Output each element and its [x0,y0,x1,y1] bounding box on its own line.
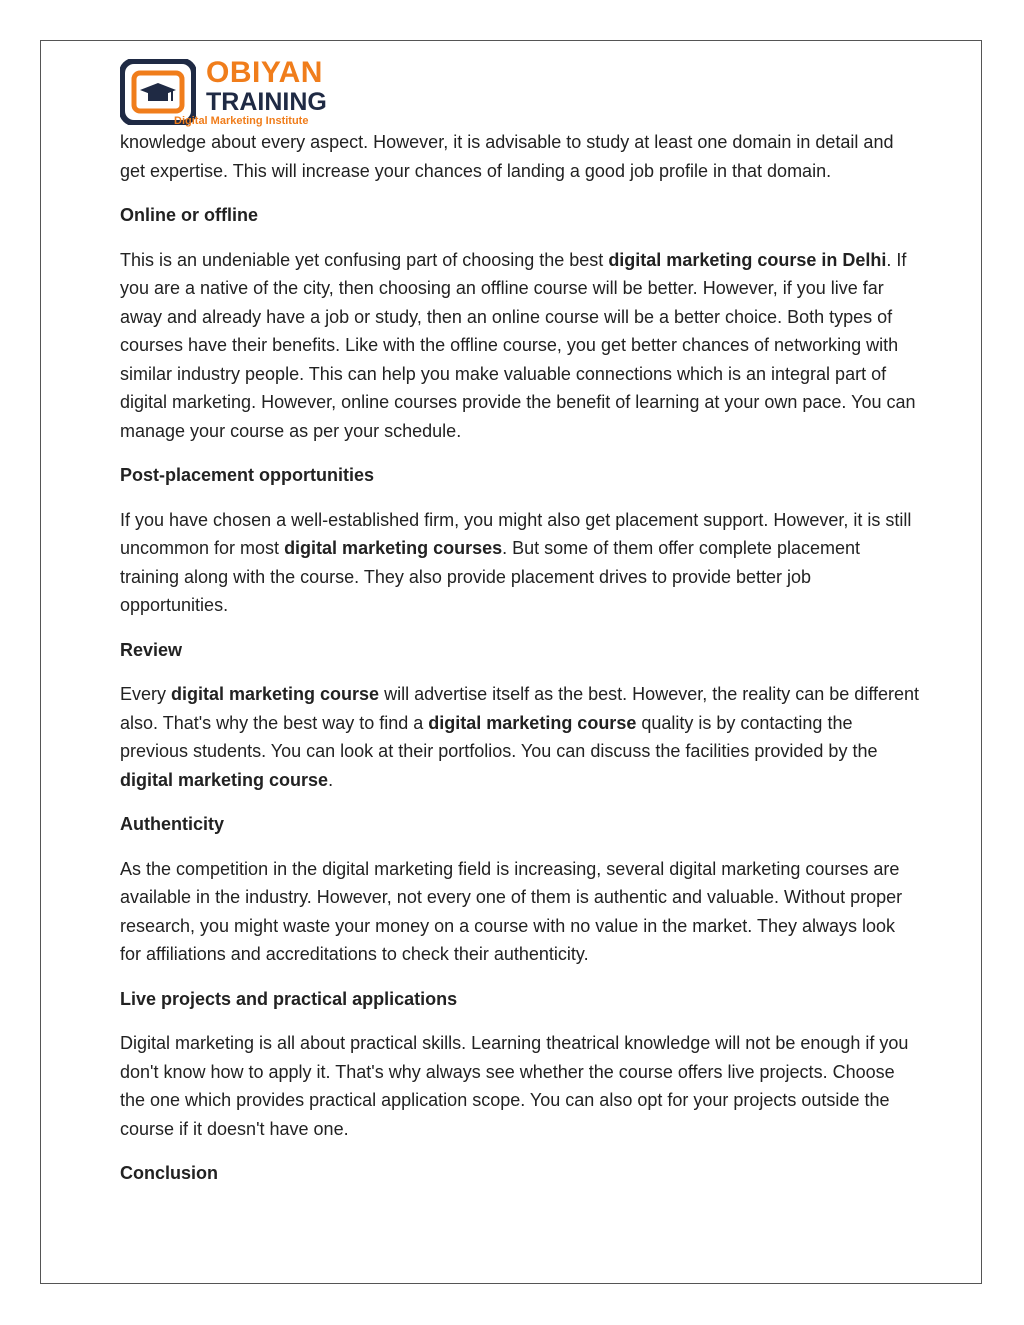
brand-subtitle: TRAINING [206,88,327,116]
intro-paragraph: knowledge about every aspect. However, it is advisable to study at least one domain in detail and get expertise. This will increase your chances of landing a good job profile in that domain. [120,132,894,181]
section-paragraph-online-offline: This is an undeniable yet confusing part of choosing the best digital marketing course in Delhi. If you are a native of the city, then choosing an offline course will be better. However, if you live far away and already have a job or study, then an online course will be a better choice. Both types of courses have their benefits. Like with the offline course, you get better chances of networking with similar industry people. This can help you make valuable connections which is an integral part of digital marketing. However, online courses provide the benefit of learning at your own pace. You can manage your course as per your schedule. [120,249,916,441]
document-body [120,128,920,1204]
section-paragraph-authenticity: As the competition in the digital marketing field is increasing, several digital marketing courses are available in the industry. However, not every one of them is authentic and valuable. Without proper research, you might waste your money on a course with no value in the market. They always look for affiliations and accreditations to check their authenticity. [120,858,903,964]
section-paragraph-live-projects: Digital marketing is all about practical skills. Learning theatrical knowledge will not be enough if you don't know how to apply it. That's why always see whether the course offers live projects. Choose the one which provides practical application scope. You can also opt for your projects outside the course if it doesn't have one. [120,1033,909,1139]
section-heading-online-offline: Online or offline [120,205,258,225]
section-paragraph-review: Every digital marketing course will advertise itself as the best. However, the reality can be different also. That's why the best way to find a digital marketing course quality is by contacting the previous students. You can look at their portfolios. You can discuss the facilities provided by the digital marketing course. [120,684,920,790]
section-heading-review: Review [120,639,183,660]
brand-name: OBIYAN [206,56,323,89]
section-paragraph-post-placement: If you have chosen a well-established firm, you might also get placement support. However, it is still uncommon for most digital marketing courses. But some of them offer complete placement training along with the course. They also provide placement drives to provide better job opportunities. [120,509,912,615]
brand-tagline: Digital Marketing Institute [174,115,309,127]
section-heading-conclusion: Conclusion [120,1163,218,1183]
section-heading-live-projects: Live projects and practical applications [120,988,458,1009]
section-heading-post-placement: Post-placement opportunities [120,465,375,485]
section-heading-authenticity: Authenticity [120,814,225,834]
brand-logo[interactable] [120,55,340,131]
